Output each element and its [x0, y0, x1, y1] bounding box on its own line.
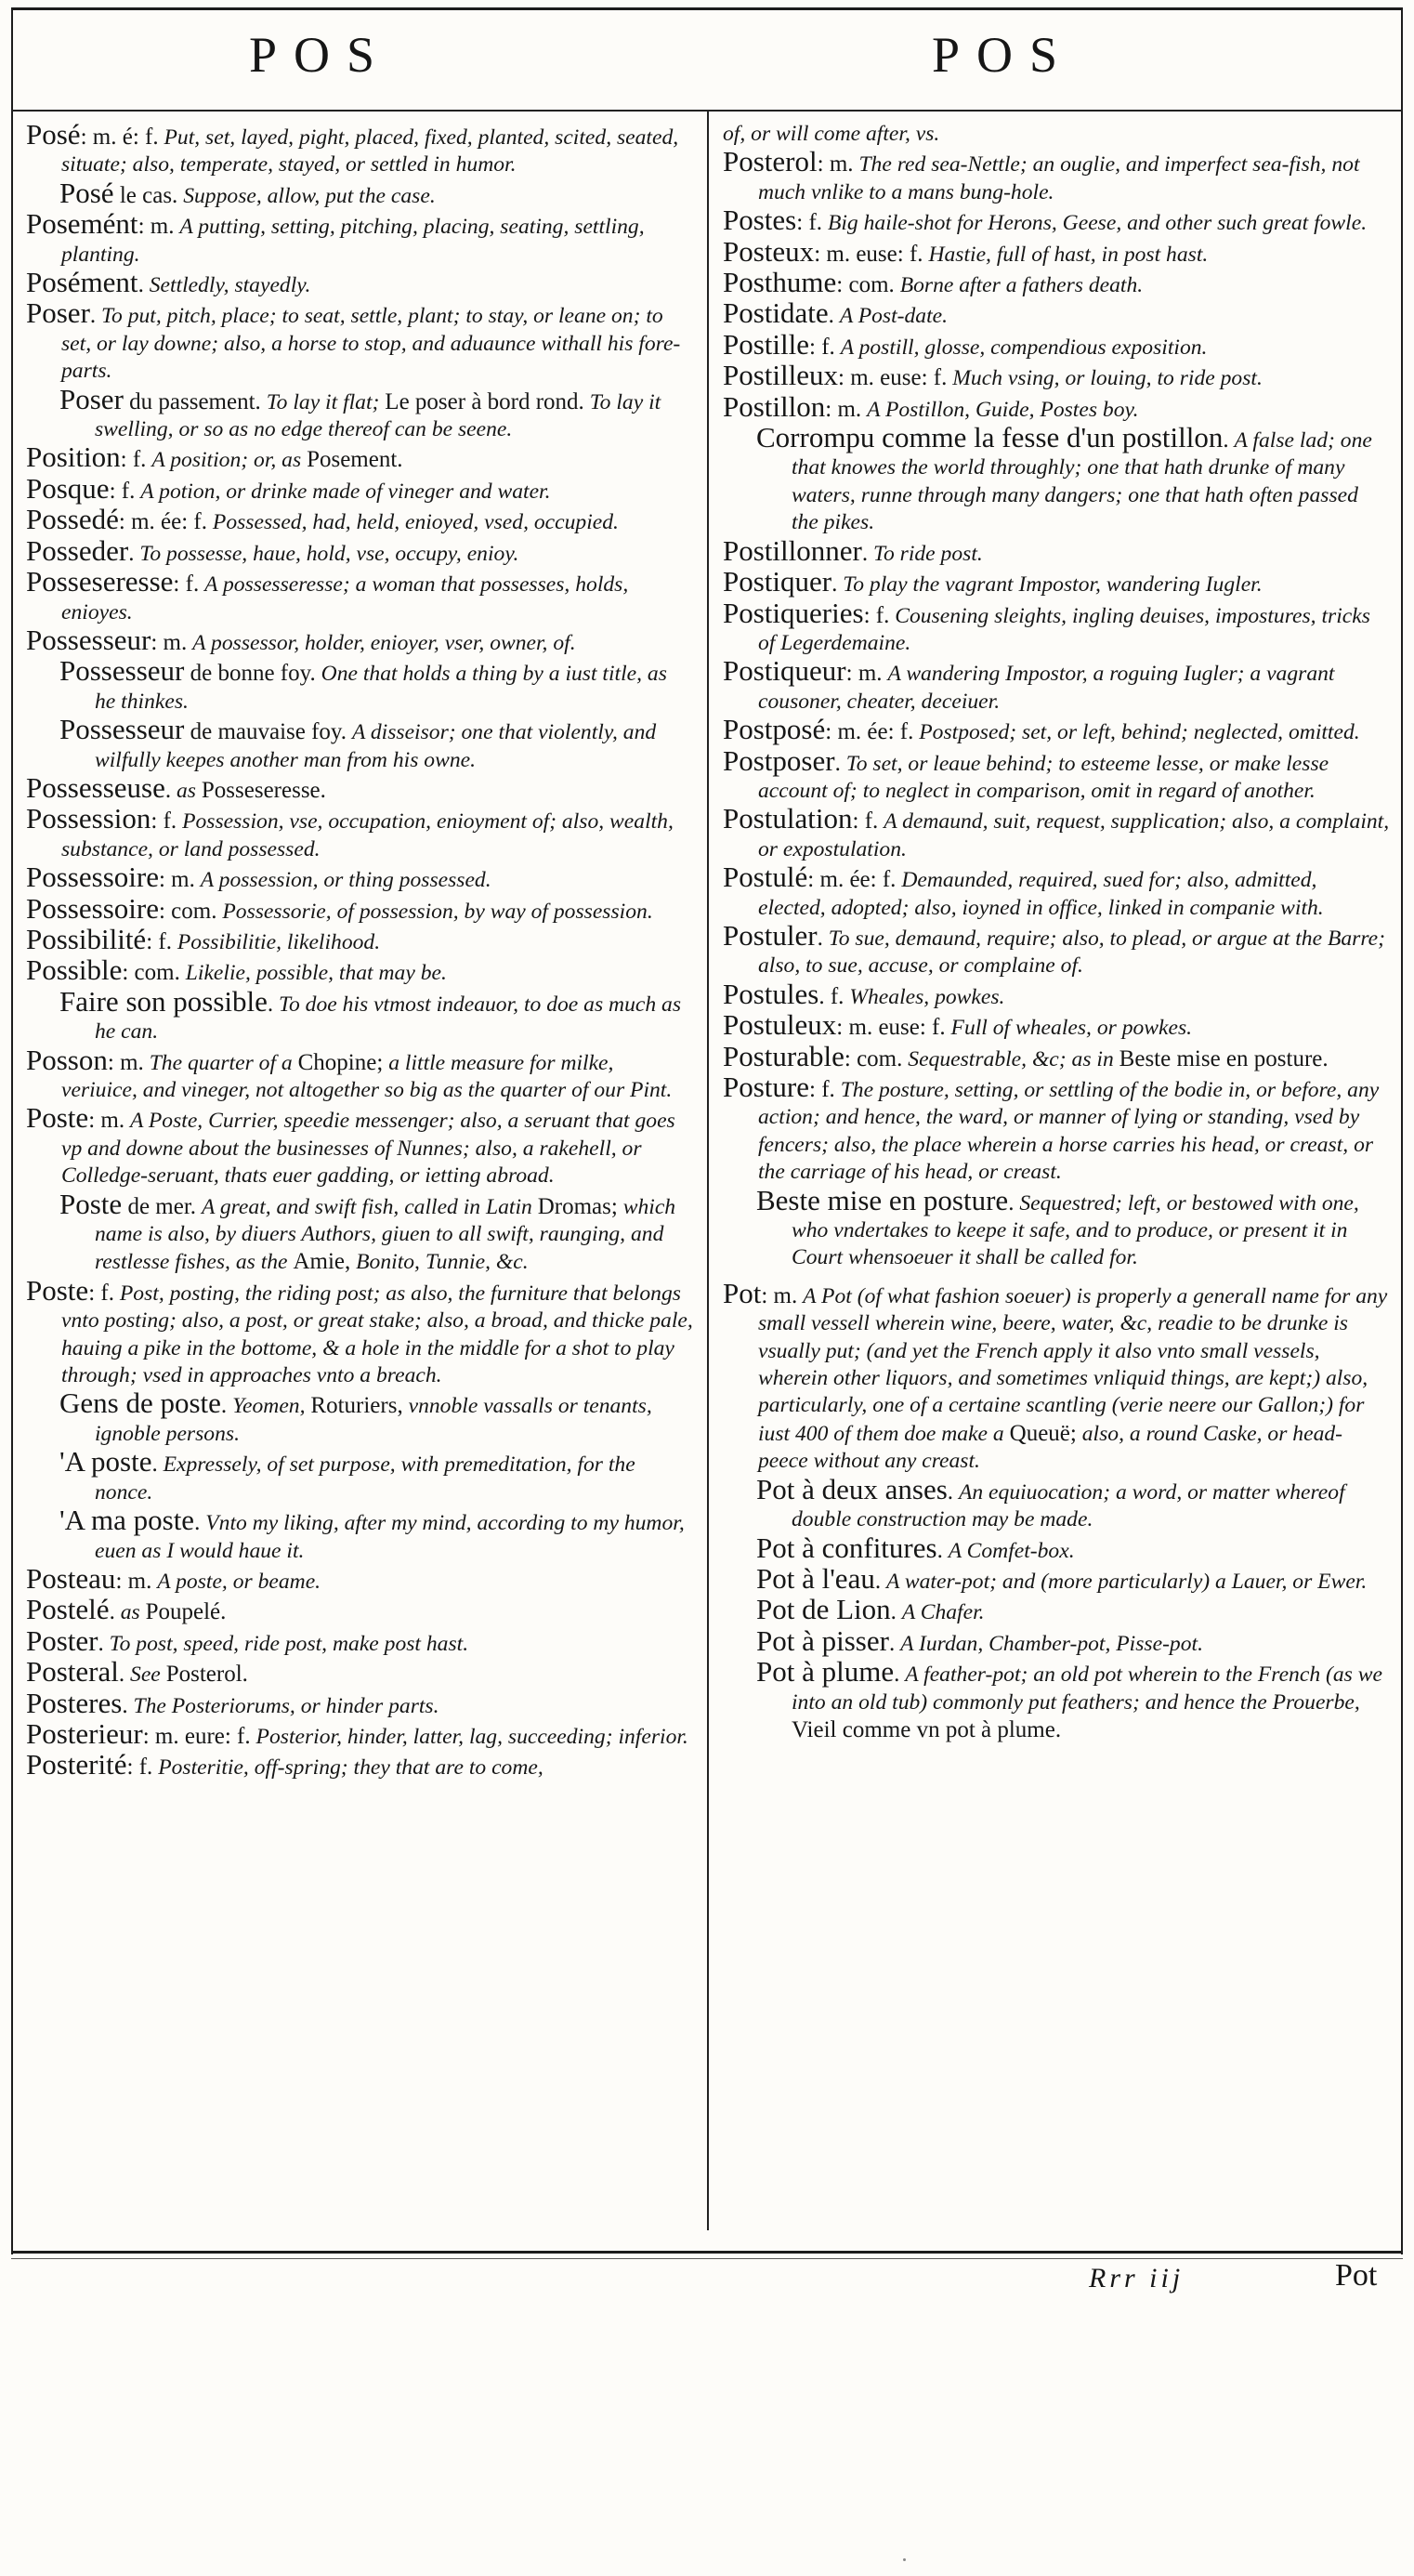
- entry-grammar: : f.: [852, 808, 879, 835]
- entry-headword: Posterieur: [26, 1716, 143, 1750]
- right-column: [723, 121, 1390, 1744]
- dictionary-entry: [26, 1561, 693, 1596]
- dictionary-entry: [26, 382, 693, 444]
- entry-grammar: .: [220, 1393, 228, 1419]
- dictionary-entry: [26, 503, 693, 536]
- entry-definition: as: [177, 778, 196, 803]
- entry-definition: Borne after a fathers death.: [899, 273, 1144, 298]
- entry-grammar: : f.: [863, 602, 890, 628]
- entry-headword: Gens de poste: [59, 1387, 221, 1420]
- entry-grammar: .: [151, 1452, 158, 1478]
- entry-definition: Vnto my liking, after my mind, according to my humor, euen as I would haue it.: [95, 1511, 685, 1563]
- dictionary-entry: [26, 770, 693, 805]
- entry-headword: Possessoire: [26, 861, 159, 894]
- entry-definition: A putting, setting, pitching, placing, seating, settling, planting.: [61, 215, 645, 267]
- dictionary-entry: [26, 471, 693, 506]
- dictionary-entry: [723, 421, 1390, 537]
- dictionary-entry: [723, 121, 1390, 148]
- entry-definition: A Pot (of what fashion soeuer) is properly a generall name for any small vessell wherein wine, beere, water, &c, readie to be drunke is vsually put; (and yet the French apply it also vnto small vessels, wherein other liquors, and sometimes vnliquid things, are kept;) also, particularly, one of a certaine scantling (verie neere our Gallon;) for iust 400 of them doe make a: [758, 1283, 1388, 1446]
- entry-grammar: .: [98, 1630, 104, 1656]
- entry-headword: Poste: [26, 1101, 89, 1135]
- entry-definition: A Postillon, Guide, Postes boy.: [867, 397, 1139, 422]
- entry-definition: Posteritie, off-spring; they that are to come,: [158, 1755, 543, 1781]
- entry-grammar: .: [888, 1630, 896, 1656]
- entry-grammar: de mauvaise foy.: [184, 719, 347, 745]
- dictionary-entry: [723, 863, 1390, 922]
- entry-grammar: : f.: [809, 1077, 835, 1102]
- dictionary-entry: [723, 206, 1390, 237]
- entry-grammar: : com.: [158, 898, 217, 924]
- entry-headword: 'A ma poste: [59, 1504, 195, 1537]
- entry-definition: Possessed, had, held, enioyed, vsed, occupied.: [212, 510, 619, 535]
- entry-definition: Posterior, hinder, latter, lag, succeeding; inferior.: [255, 1724, 688, 1749]
- dictionary-entry: [723, 361, 1390, 392]
- entry-grammar: : f.: [120, 447, 147, 473]
- ink-speck: [903, 2558, 906, 2561]
- entry-grammar: .: [194, 1510, 201, 1536]
- entry-definition: Settledly, stayedly.: [149, 273, 311, 298]
- entry-headword: Postiqueur: [723, 654, 846, 688]
- dictionary-entry: [26, 1716, 693, 1751]
- entry-headword: Possible: [26, 953, 123, 987]
- entry-definition: A Post-date.: [839, 304, 949, 329]
- entry-grammar: : f.: [146, 928, 172, 954]
- entry-definition: Likelie, possible, that may be.: [185, 961, 447, 986]
- entry-headword: Pot à confitures: [756, 1531, 937, 1564]
- dictionary-entry: [26, 922, 693, 956]
- entry-definition: Sequestrable, &c; as in: [908, 1046, 1114, 1071]
- entry-grammar: Amie,: [293, 1249, 351, 1275]
- dictionary-entry: [26, 891, 693, 926]
- entry-definition: Big haile-shot for Herons, Geese, and other such great fowle.: [827, 211, 1368, 236]
- dictionary-entry: [723, 296, 1390, 330]
- dictionary-entry: [723, 389, 1390, 424]
- catchword: Pot: [1335, 2258, 1378, 2293]
- entry-headword: Poste: [26, 1273, 89, 1307]
- entry-definition: To lay it swelling, or so as no edge thereof can be seene.: [95, 389, 661, 442]
- entry-grammar: : m. euse: f.: [838, 365, 948, 391]
- entry-definition: See: [130, 1663, 161, 1688]
- entry-grammar: .: [861, 540, 869, 566]
- entry-definition: To possesse, haue, hold, vse, occupy, enioy.: [139, 541, 519, 566]
- entry-grammar: .: [137, 272, 144, 298]
- dictionary-entry: [26, 266, 693, 299]
- dictionary-entry: [723, 743, 1390, 806]
- entry-headword: Possessoire: [26, 891, 159, 925]
- entry-headword: Posteux: [723, 234, 815, 268]
- dictionary-entry: [723, 1008, 1390, 1042]
- dictionary-entry: [26, 296, 693, 385]
- entry-grammar: : m.: [825, 396, 862, 422]
- entry-definition: Cousening sleights, ingling deuises, impostures, tricks of Legerdemaine.: [758, 603, 1370, 655]
- entry-grammar: : f.: [173, 572, 200, 598]
- entry-grammar: Posterol.: [165, 1662, 248, 1688]
- dictionary-entry: [26, 118, 693, 179]
- dictionary-entry: [26, 953, 693, 987]
- entry-definition: of, or will come after, vs.: [723, 122, 940, 146]
- entry-grammar: Chopine;: [297, 1049, 384, 1075]
- running-head-right: POS: [932, 27, 1075, 83]
- dictionary-entry: [723, 565, 1390, 598]
- entry-grammar: .: [118, 1662, 125, 1688]
- dictionary-entry: [26, 207, 693, 269]
- entry-grammar: de bonne foy.: [184, 661, 316, 687]
- dictionary-entry: [723, 1039, 1390, 1073]
- dictionary-entry: [26, 713, 693, 774]
- entry-headword: Posturable: [723, 1039, 844, 1072]
- entry-headword: Postilleux: [723, 359, 839, 392]
- signature-mark: Rrr iij: [1089, 2263, 1185, 2293]
- entry-definition: Yeomen,: [232, 1394, 306, 1419]
- entry-headword: Postposer: [723, 743, 835, 777]
- entry-definition: A Poste, Currier, speedie messenger; also, a seruant that goes vp and downe about the businesses of Nunnes; also, a rakehell, or Colledge-seruant, thats euer gadding, or ietting abroad.: [61, 1109, 675, 1189]
- entry-grammar: du passement.: [123, 388, 261, 414]
- entry-grammar: : m. euse: f.: [814, 241, 923, 267]
- entry-grammar: : com.: [122, 960, 180, 986]
- entry-headword: Postuleux: [723, 1008, 837, 1042]
- dictionary-entry: [723, 654, 1390, 716]
- entry-grammar: : f.: [109, 478, 136, 504]
- entry-definition: also, a round Caske, or head-peece without any creast.: [758, 1421, 1343, 1474]
- entry-headword: Pot à pisser: [756, 1623, 889, 1657]
- entry-headword: Postulé: [723, 861, 808, 894]
- dictionary-entry: [723, 327, 1390, 361]
- entry-definition: Suppose, allow, put the case.: [183, 183, 436, 208]
- dictionary-entry: [26, 1389, 693, 1448]
- entry-grammar: .: [831, 572, 838, 598]
- entry-headword: Postules: [723, 977, 819, 1010]
- dictionary-entry: [723, 918, 1390, 980]
- entry-headword: Posseseresse: [26, 565, 174, 598]
- entry-headword: Possedé: [26, 503, 119, 536]
- entry-grammar: : com.: [844, 1045, 903, 1071]
- dictionary-entry: [26, 1623, 693, 1658]
- entry-headword: Posteral: [26, 1655, 119, 1689]
- entry-grammar: .: [828, 303, 834, 329]
- left-column: [26, 118, 693, 1782]
- dictionary-entry: [26, 802, 693, 863]
- entry-grammar: Poupelé.: [145, 1599, 227, 1625]
- entry-grammar: le cas.: [113, 182, 178, 208]
- dictionary-entry: [26, 1043, 693, 1105]
- entry-headword: Pot à l'eau: [756, 1561, 875, 1595]
- entry-headword: Possession: [26, 802, 151, 835]
- entry-definition: To post, speed, ride post, make post hast.: [109, 1631, 469, 1656]
- entry-grammar: .: [874, 1568, 882, 1594]
- entry-definition: A water-pot; and (more particularly) a Lauer, or Ewer.: [886, 1569, 1368, 1594]
- entry-headword: Poser: [26, 296, 90, 330]
- dictionary-entry: [26, 1445, 693, 1506]
- entry-definition: A potion, or drinke made of vineger and water.: [140, 479, 551, 504]
- entry-headword: Possesseuse: [26, 770, 165, 804]
- entry-definition: To play the vagrant Impostor, wandering Iugler.: [843, 572, 1263, 598]
- entry-definition: A feather-pot; an old pot wherein to the French (as we into an old tub) commonly put feathers; and hence the Prouerbe,: [792, 1663, 1382, 1715]
- entry-headword: Faire son possible: [59, 984, 268, 1018]
- dictionary-entry: [26, 623, 693, 657]
- entry-headword: Posson: [26, 1043, 108, 1076]
- entry-headword: Beste mise en posture: [756, 1183, 1009, 1216]
- entry-grammar: .: [936, 1537, 943, 1563]
- dictionary-entry: [723, 1276, 1390, 1476]
- dictionary-entry: [26, 863, 693, 894]
- entry-grammar: : m. é: f.: [80, 125, 159, 150]
- entry-definition: The posture, setting, or settling of the bodie in, or before, any action; and hence, the ward, or manner of lying or standing, vsed by fencers; also, the place wherein a horse carries his head, or creast, or the carriage of his head, or creast.: [758, 1078, 1380, 1185]
- dictionary-entry: [723, 802, 1390, 863]
- entry-grammar: Posement.: [307, 447, 403, 473]
- entry-headword: Postillon: [723, 389, 826, 423]
- running-head-left: POS: [249, 27, 392, 83]
- entry-definition: which name is also, by diuers Authors, giuen to all swift, raunging, and restlesse fishes, as the: [95, 1194, 676, 1275]
- entry-definition: The Posteriorums, or hinder parts.: [133, 1693, 439, 1718]
- entry-grammar: .: [122, 1692, 128, 1718]
- entry-headword: Posé: [26, 118, 81, 151]
- entry-grammar: : m.: [88, 1108, 125, 1134]
- entry-headword: Possesseur: [59, 654, 185, 688]
- entry-headword: Posterité: [26, 1748, 127, 1781]
- entry-grammar: Posseseresse.: [201, 777, 326, 803]
- entry-grammar: : m. euse: f.: [836, 1015, 946, 1041]
- entry-grammar: : m.: [151, 629, 188, 655]
- entry-definition: To put, pitch, place; to seat, settle, plant; to stay, or leane on; to set, or lay downe; also, a horse to stop, and aduaunce withall his fore-parts.: [61, 304, 681, 384]
- dictionary-entry: [723, 1183, 1390, 1272]
- entry-definition: A possesseresse; a woman that possesses, holds, enioyes.: [61, 572, 629, 624]
- entry-definition: Full of wheales, or powkes.: [950, 1016, 1193, 1041]
- entry-grammar: . f.: [818, 983, 844, 1009]
- entry-headword: Postillonner: [723, 533, 862, 567]
- entry-definition: A possessor, holder, enioyer, vser, owner, of.: [192, 630, 576, 655]
- dictionary-entry: [723, 1073, 1390, 1187]
- entry-grammar: .: [947, 1479, 954, 1505]
- entry-headword: Posteres: [26, 1686, 123, 1719]
- entry-grammar: : m. eure: f.: [142, 1723, 251, 1749]
- entry-grammar: .: [164, 777, 172, 803]
- entry-grammar: : f.: [126, 1755, 153, 1781]
- entry-grammar: : f.: [796, 210, 823, 236]
- entry-headword: Poster: [26, 1623, 98, 1657]
- entry-headword: Pot à deux anses: [756, 1472, 948, 1505]
- dictionary-entry: [26, 1593, 693, 1626]
- dictionary-entry: [723, 1561, 1390, 1596]
- entry-definition: Much vsing, or louing, to ride post.: [952, 366, 1263, 391]
- entry-definition: The quarter of a: [149, 1050, 293, 1075]
- entry-definition: A poste, or beame.: [157, 1569, 321, 1594]
- entry-headword: Possesseur: [26, 623, 151, 656]
- entry-grammar: .: [89, 303, 97, 329]
- entry-definition: Demaunded, required, sued for; also, admitted, elected, adopted; also, ioyned in office, linked in companie with.: [758, 868, 1324, 920]
- entry-headword: Poser: [59, 382, 124, 415]
- entry-definition: Possibilitie, likelihood.: [177, 929, 381, 954]
- dictionary-entry: [723, 1655, 1390, 1744]
- entry-definition: To ride post.: [873, 541, 983, 566]
- entry-grammar: : m. ée: f.: [807, 867, 897, 893]
- entry-definition: To set, or leaue behind; to esteeme lesse, or make lesse account of; to neglect in comparison, omit in regard of another.: [758, 751, 1329, 803]
- entry-definition: Possessorie, of possession, by way of possession.: [222, 899, 653, 924]
- entry-definition: An equiuocation; a word, or matter whereof double construction may be made.: [792, 1479, 1345, 1532]
- entry-headword: Pot: [723, 1276, 762, 1309]
- dictionary-entry: [26, 1748, 693, 1781]
- entry-grammar: Dromas;: [537, 1193, 618, 1219]
- entry-grammar: : f.: [88, 1280, 114, 1306]
- entry-definition: Bonito, Tunnie, &c.: [356, 1250, 529, 1275]
- entry-grammar: .: [109, 1599, 115, 1625]
- entry-headword: Postuler: [723, 918, 818, 952]
- dictionary-entry: [723, 266, 1390, 299]
- entry-grammar: Roturiers,: [310, 1393, 403, 1419]
- entry-grammar: : com.: [836, 272, 895, 298]
- entry-headword: Postidate: [723, 296, 829, 330]
- entry-grammar: : m.: [761, 1282, 798, 1308]
- entry-grammar: .: [817, 925, 823, 951]
- dictionary-entry: [723, 1472, 1390, 1534]
- dictionary-entry: [723, 596, 1390, 658]
- entry-definition: Put, set, layed, pight, placed, fixed, planted, scited, seated, situate; also, temperate, stayed, or settled in humor.: [61, 125, 679, 177]
- entry-headword: Poste: [59, 1187, 123, 1220]
- entry-grammar: : f.: [809, 334, 835, 360]
- dictionary-entry: [26, 984, 693, 1046]
- entry-definition: as: [120, 1600, 140, 1625]
- entry-grammar: : m.: [817, 151, 854, 177]
- dictionary-entry: [723, 1593, 1390, 1626]
- entry-grammar: : f.: [151, 808, 177, 835]
- entry-headword: 'A poste: [59, 1445, 152, 1479]
- entry-grammar: .: [267, 991, 274, 1017]
- entry-headword: Postiqueries: [723, 596, 864, 629]
- bottom-rule: [11, 2251, 1403, 2254]
- entry-grammar: : m.: [137, 214, 175, 240]
- dictionary-entry: [26, 565, 693, 626]
- entry-grammar: .: [1223, 427, 1229, 453]
- entry-definition: Expressely, of set purpose, with premeditation, for the nonce.: [95, 1452, 635, 1505]
- dictionary-entry: [26, 1101, 693, 1189]
- entry-headword: Posteau: [26, 1561, 116, 1595]
- entry-headword: Postiquer: [723, 565, 832, 598]
- entry-definition: To sue, demaund, require; also, to plead, or argue at the Barre; also, to sue, accuse, or complaine of.: [758, 926, 1385, 979]
- entry-grammar: Le poser à bord rond.: [385, 388, 584, 414]
- entry-definition: Sequestred; left, or bestowed with one, who vndertakes to keepe it safe, and to produce, or present it in Court whensoeuer it shall be called for.: [792, 1190, 1359, 1270]
- entry-headword: Postes: [723, 204, 797, 237]
- entry-definition: One that holds a thing by a iust title, as he thinkes.: [95, 662, 667, 714]
- entry-definition: Postposed; set, or left, behind; neglected, omitted.: [919, 720, 1360, 745]
- entry-definition: A great, and swift fish, called in Latin: [201, 1194, 532, 1219]
- dictionary-entry: [26, 533, 693, 568]
- entry-definition: A postill, glosse, compendious exposition.: [840, 335, 1208, 360]
- entry-definition: Post, posting, the riding post; as also, the furniture that belongs vnto posting; also, a post, or great stake; also, a broad, and thicke pale, hauing a pike in the bottome, & a hole in the middle for a shot to play through; vsed in approaches vnto a breach.: [61, 1281, 693, 1388]
- entry-definition: The red sea-Nettle; an ouglie, and imperfect sea-fish, not much vnlike to a mans bung-hole.: [758, 152, 1360, 204]
- entry-grammar: : m.: [115, 1568, 152, 1594]
- entry-headword: Posque: [26, 471, 110, 505]
- entry-headword: Posé: [59, 176, 114, 209]
- entry-definition: a little measure for milke, veriuice, and vineger, not altogether so big as the quarter of our Pint.: [61, 1050, 673, 1102]
- entry-grammar: .: [1008, 1189, 1015, 1216]
- entry-headword: Possibilité: [26, 922, 147, 955]
- entry-definition: A disseisor; one that violently, and wilfully keepes another man from his owne.: [95, 720, 657, 772]
- entry-definition: A possession, or thing possessed.: [200, 868, 491, 893]
- dictionary-entry: [723, 1531, 1390, 1565]
- dictionary-entry: [26, 1273, 693, 1390]
- entry-headword: Posture: [723, 1071, 809, 1103]
- entry-definition: A wandering Impostor, a roguing Iugler; a vagrant cousoner, cheater, deceiuer.: [758, 662, 1335, 714]
- dictionary-entry: [26, 1655, 693, 1689]
- entry-definition: Possession, vse, occupation, enioyment of; also, wealth, substance, or land possessed.: [61, 809, 674, 861]
- entry-headword: Pot de Lion: [756, 1593, 891, 1626]
- entry-headword: Postposé: [723, 713, 826, 746]
- entry-grammar: de mer.: [122, 1193, 197, 1219]
- entry-definition: A Comfet-box.: [948, 1538, 1075, 1563]
- entry-grammar: : m. ée: f.: [825, 719, 914, 745]
- dictionary-entry: [26, 1506, 693, 1565]
- entry-headword: Position: [26, 440, 121, 474]
- dictionary-entry: [26, 1686, 693, 1720]
- entry-grammar: .: [894, 1662, 900, 1688]
- column-divider: [707, 110, 709, 2230]
- entry-grammar: : m.: [845, 661, 883, 687]
- entry-definition: A position; or, as: [151, 448, 302, 473]
- entry-headword: Pot à plume: [756, 1655, 895, 1689]
- entry-headword: Posseder: [26, 533, 129, 567]
- entry-headword: Postelé: [26, 1593, 110, 1626]
- dictionary-entry: [723, 1623, 1390, 1658]
- entry-grammar: Beste mise en posture.: [1119, 1045, 1329, 1071]
- entry-headword: Corrompu comme la fesse d'un postillon: [756, 421, 1224, 454]
- entry-grammar: .: [128, 540, 135, 566]
- entry-headword: Posément: [26, 266, 138, 299]
- dictionary-entry: [26, 176, 693, 210]
- entry-definition: A Chafer.: [901, 1600, 985, 1625]
- entry-definition: A false lad; one that knowes the world throughly; one that hath drunke of many waters, runne through many dangers; one that hath often passed the pikes.: [792, 428, 1372, 535]
- entry-definition: To doe his vtmost indeauor, to doe as much as he can.: [95, 992, 682, 1045]
- entry-headword: Postille: [723, 327, 810, 361]
- entry-definition: A demaund, suit, request, supplication; also, a complaint, or expostulation.: [758, 809, 1390, 861]
- entry-headword: Possesseur: [59, 713, 185, 746]
- entry-grammar: Vieil comme vn pot à plume.: [792, 1716, 1062, 1742]
- dictionary-entry: [723, 533, 1390, 568]
- entry-grammar: .: [834, 750, 841, 776]
- entry-definition: vnnoble vassalls or tenants, ignoble persons.: [95, 1394, 652, 1446]
- dictionary-entry: [26, 1187, 693, 1277]
- entry-definition: Hastie, full of hast, in post hast.: [928, 242, 1209, 267]
- entry-grammar: Queuë;: [1009, 1420, 1077, 1446]
- entry-definition: Wheales, powkes.: [849, 984, 1005, 1009]
- dictionary-entry: [26, 440, 693, 474]
- entry-grammar: : m. ée: f.: [118, 509, 207, 535]
- entry-grammar: : m.: [158, 867, 195, 893]
- entry-headword: Posemént: [26, 207, 138, 241]
- entry-headword: Posterol: [723, 145, 818, 178]
- bottom-rule-thin: [11, 2258, 1403, 2259]
- entry-grammar: : m.: [107, 1049, 144, 1075]
- entry-definition: To lay it flat;: [266, 389, 380, 414]
- entry-headword: Postulation: [723, 802, 853, 835]
- dictionary-entry: [723, 977, 1390, 1011]
- entry-definition: A Iurdan, Chamber-pot, Pisse-pot.: [900, 1631, 1203, 1656]
- dictionary-entry: [723, 713, 1390, 746]
- entry-grammar: .: [890, 1599, 897, 1625]
- dictionary-entry: [26, 654, 693, 716]
- dictionary-entry: [723, 145, 1390, 206]
- dictionary-entry: [723, 234, 1390, 269]
- entry-headword: Posthume: [723, 266, 837, 299]
